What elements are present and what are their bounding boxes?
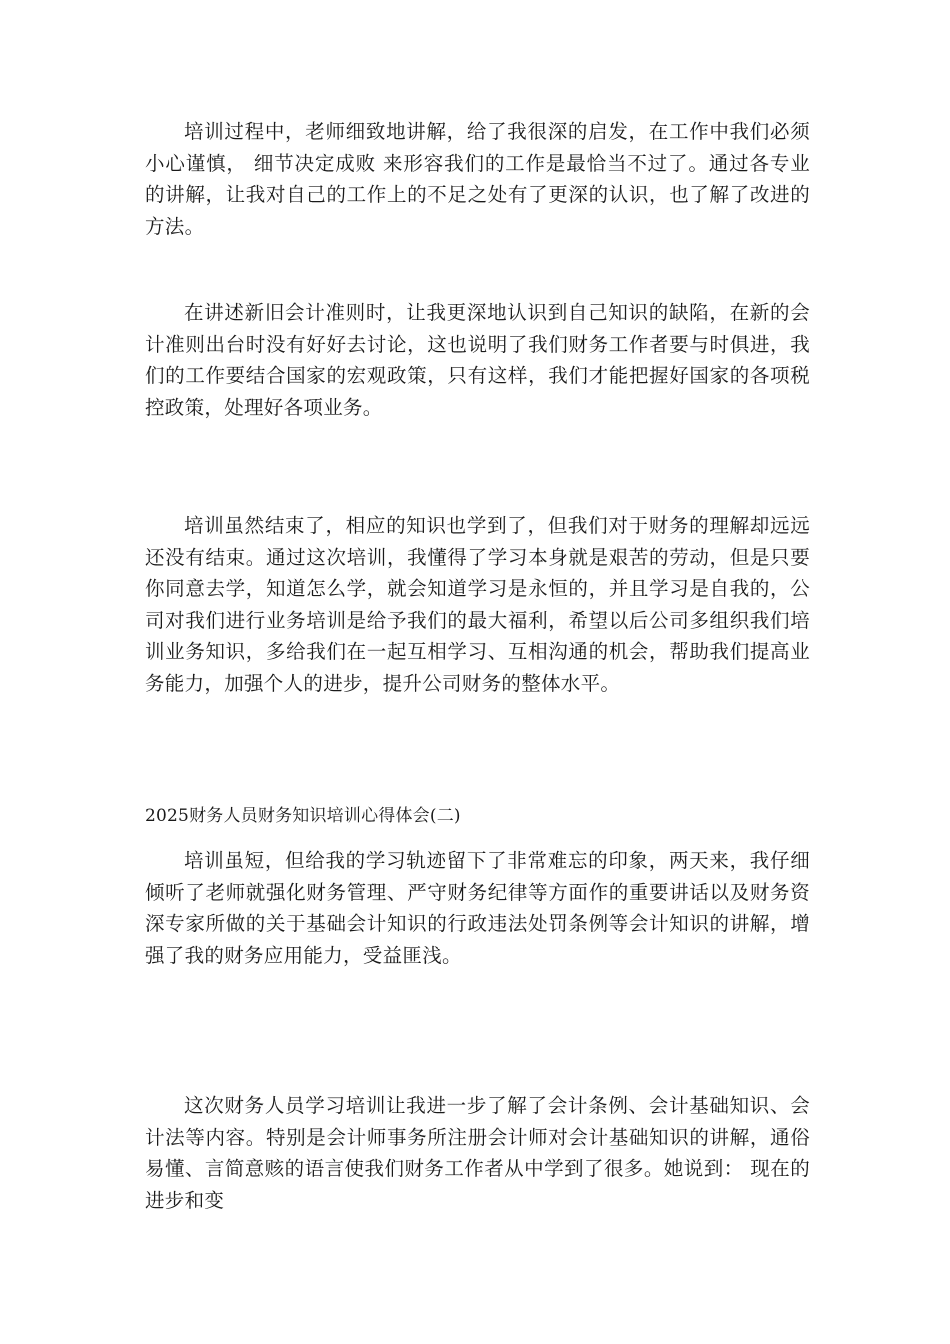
paragraph-accounting-standards: 在讲述新旧会计准则时，让我更深地认识到自己知识的缺陷，在新的会计准则出台时没有好好去讨论，这也说明了我们财务工作者要与时俱进，我们的工作要结合国家的宏观政策，只有这样，我们才能把握好国家的各项税控政策，处理好各项业务。 — [145, 301, 810, 419]
paragraph-short-training: 培训虽短，但给我的学习轨迹留下了非常难忘的印象，两天来，我仔细倾听了老师就强化财务管理、严守财务纪律等方面作的重要讲话以及财务资深专家所做的关于基础会计知识的行政违法处罚条例等会计知识的讲解，增强了我的财务应用能力，受益匪浅。 — [145, 849, 810, 967]
paragraph-learning-content: 这次财务人员学习培训让我进一步了解了会计条例、会计基础知识、会计法等内容。特别是会计师事务所注册会计师对会计基础知识的讲解，通俗易懂、言简意赅的语言使我们财务工作者从中学到了很多。她说到： 现在的进步和变 — [145, 1094, 810, 1212]
section-title: 2025财务人员财务知识培训心得体会(二) — [145, 806, 461, 826]
paragraph-training-process: 培训过程中，老师细致地讲解，给了我很深的启发，在工作中我们必须小心谨慎， 细节决定成败 来形容我们的工作是最恰当不过了。通过各专业的讲解，让我对自己的工作上的不足之处有了更深的认识，也了解了改进的方法。 — [145, 120, 810, 238]
paragraph-training-conclusion: 培训虽然结束了，相应的知识也学到了，但我们对于财务的理解却远远还没有结束。通过这次培训，我懂得了学习本身就是艰苦的劳动，但是只要你同意去学，知道怎么学，就会知道学习是永恒的，并且学习是自我的，公司对我们进行业务培训是给予我们的最大福利，希望以后公司多组织我们培训业务知识，多给我们在一起互相学习、互相沟通的机会，帮助我们提高业务能力，加强个人的进步，提升公司财务的整体水平。 — [145, 514, 810, 695]
